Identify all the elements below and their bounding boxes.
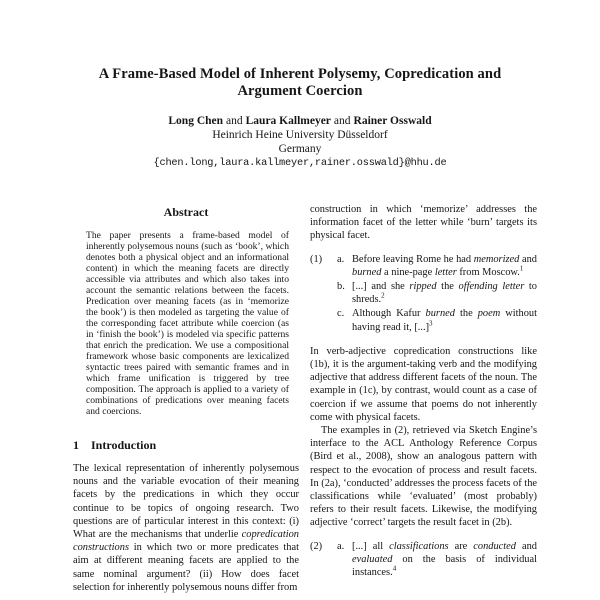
item-text: [...] all classifications are conducted and evaluated on the basis of individual instances.$^4$ [352, 540, 537, 579]
author-separator: and [333, 115, 351, 127]
example-2-item-a [337, 540, 537, 580]
example-1 [310, 253, 537, 335]
item-letter: a. [337, 253, 345, 265]
example-2-number: (2) [310, 540, 323, 552]
author-name-2: Laura Kallmeyer [245, 115, 331, 127]
section-heading-introduction [73, 438, 299, 453]
example-1-item-c [337, 307, 537, 333]
paper-header [0, 66, 600, 170]
right-column [310, 203, 537, 590]
affiliation: Heinrich Heine University Düsseldorf [212, 129, 388, 141]
author-line [0, 115, 600, 128]
section-number: 1 [73, 438, 79, 452]
author-name-1: Long Chen [168, 115, 224, 127]
left-column [73, 203, 299, 594]
author-name-3: Rainer Osswald [353, 115, 432, 127]
example-2 [310, 540, 537, 581]
paragraph: The examples in (2), retrieved via Sketch Engine’s interface to the ACL Anthology Reference Corpus (Bird et al., 2008), show an analogous pattern with respect to the evocation of process and result facets. In (2a), ‘conducted’ addresses the process facets of the classifications while ‘evaluated’ (most probably) refers to their result facets. Likewise, the modifying adjective ‘correct’ targets the result facet in (2b). [310, 425, 537, 529]
email-line: {chen.long,laura.kallmeyer,rainer.osswald}@hhu.de [153, 157, 447, 169]
abstract-body: The paper presents a frame-based model of inherently polysemous nouns (such as ‘book’, which denotes both a physical object and an informational content) in which the meaning facets are directly accessible via attributes and which also takes into account the semantic relations between the facets. Predication over meaning facets (as in ‘memorize the book’) is then modeled as targeting the value of the corresponding facet attribute while coercion (as in ‘finish the book’) is modeled via specific patterns that enrich the predication. We use a compositional framework whose basic components are lexicalized syntactic trees paired with semantic frames and in which frame unification is triggered by tree composition. The approach is applied to a variety of combinations of predications over meaning facets and coercions. [86, 230, 289, 417]
item-letter: c. [337, 308, 345, 320]
title-line-2: Argument Coercion [237, 83, 363, 99]
section-title: Introduction [91, 438, 157, 452]
country: Germany [278, 143, 322, 155]
example-1-number: (1) [310, 253, 323, 265]
example-1-item-b [337, 280, 537, 306]
author-separator: and [226, 115, 243, 127]
example-1-items [337, 253, 537, 335]
item-text: Although Kafur burned the poem without having read it, [...]$^3$ [352, 308, 537, 333]
paragraph-continuation: construction in which ‘memorize’ addresses the information facet of the letter while ‘burn’ targets its physical facet. [310, 204, 537, 242]
item-text: [...] and she ripped the offending letter to shreds.$^2$ [352, 281, 537, 306]
item-text: Before leaving Rome he had memorized and burned a nine-page letter from Moscow.$^1$ [352, 253, 537, 278]
paragraph: In verb-adjective copredication constructions like (1b), it is the argument-taking verb and the modifying adjective that address different facets of the noun. The example in (1c), by contrast, would count as a case of coercion if we assume that poems do not inherently come with physical facets. [310, 345, 537, 423]
example-1-item-a [337, 253, 537, 279]
introduction-paragraph: The lexical representation of inherently polysemous nouns and the variable evocation of their meaning facets by the predications in which they occur continue to be topics of ongoing research. Two questions are of particular interest in this context: (i) What are the mechanisms that underlie copredication constructions in which two or more predicates that aim at different meaning facets are applied to the same nominal argument? (ii) How does facet selection for inherently polysemous nouns differ from [73, 463, 299, 593]
title-line-1: A Frame-Based Model of Inherent Polysemy, Copredication and [98, 66, 502, 82]
example-2-items [337, 540, 537, 581]
item-letter: a. [337, 540, 345, 552]
abstract-heading: Abstract [163, 205, 209, 219]
paper-title [0, 66, 600, 100]
item-letter: b. [337, 281, 345, 293]
